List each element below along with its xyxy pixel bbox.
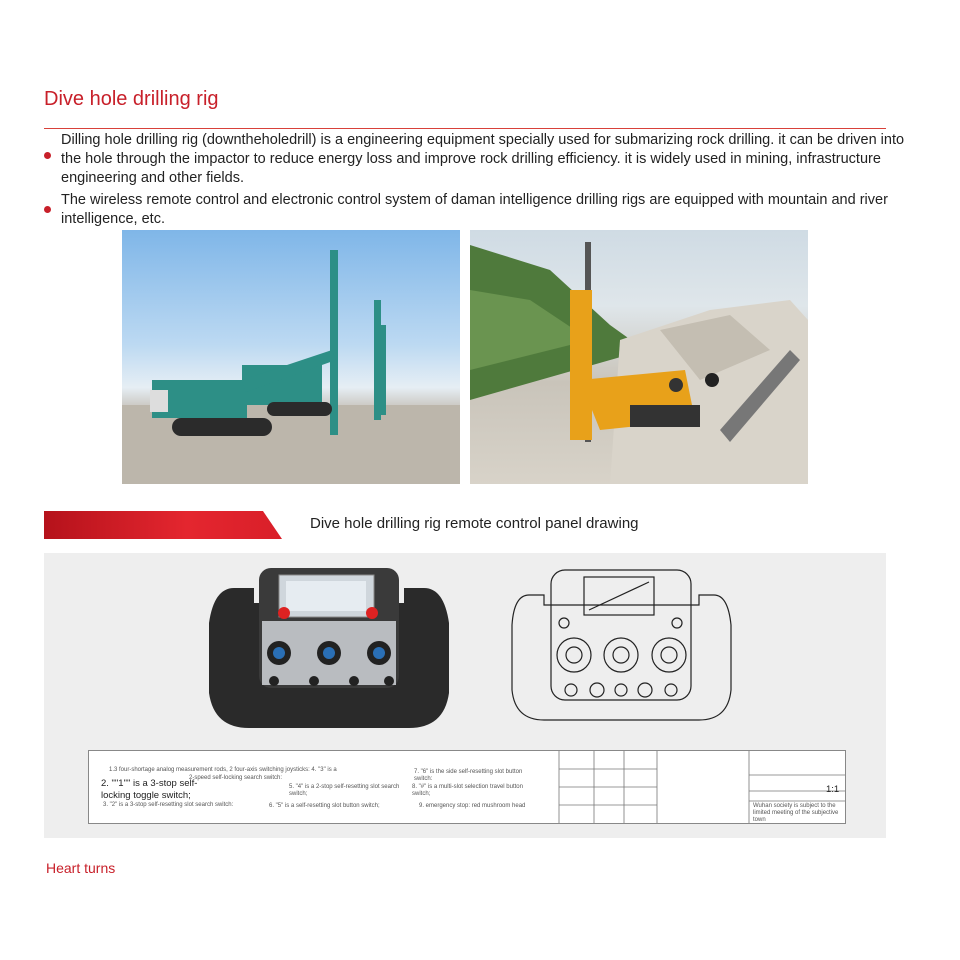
note-5: 5. "4" is a 2-stop self-resetting slot search switch;	[289, 784, 400, 797]
bullet-icon	[44, 206, 51, 213]
title-divider	[44, 128, 886, 129]
note-7: 7. "6" is the side self-resetting slot button switch:	[414, 769, 523, 782]
note-1b: 2-speed self-locking search switch:	[189, 775, 283, 781]
remark-text: Wuhan society is subject to the limited meeting of the subjective town	[753, 803, 839, 823]
section-title: Dive hole drilling rig	[44, 88, 219, 110]
drilling-rig-photo-yellow	[470, 230, 808, 484]
bullet-text-2: The wireless remote control and electronic control system of daman intelligence drilling rigs are equipped with mountain and river intelligence, etc.	[61, 192, 888, 227]
footer-text: Heart turns	[46, 860, 116, 876]
remote-controller-drawing	[509, 565, 734, 725]
note-3: 3. "2" is a 3-stop self-resetting slot search switch:	[103, 802, 234, 808]
drawing-notes-table	[88, 750, 846, 824]
note-9: 9. emergency stop: red mushroom head	[419, 803, 526, 809]
bullet-item-1	[44, 131, 924, 188]
scale-value: 1:1	[826, 784, 840, 795]
note-1: 1.3 four-shortage analog measurement rods, 2 four-axis switching joysticks: 4. "3" is a	[109, 767, 337, 773]
note-6: 6. "5" is a self-resetting slot button switch;	[269, 803, 380, 809]
panel-heading: Dive hole drilling rig remote control panel drawing	[310, 515, 639, 532]
note-2: 2. ""1"" is a 3-stop self-locking toggle switch;	[101, 778, 198, 801]
section-banner	[44, 511, 282, 539]
remote-controller-photo	[204, 563, 454, 738]
bullet-icon	[44, 152, 51, 159]
bullet-item-2	[44, 191, 924, 229]
bullet-text-1: Dilling hole drilling rig (downtheholedrill) is a engineering equipment specially used for submarizing rock drilling. it can be driven into the hole through the impactor to reduce energy loss and improve rock drilling efficiency. it is widely used in mining, infrastructure engineering and other fields.	[61, 132, 905, 186]
drilling-rig-photo-green	[122, 230, 460, 484]
note-8: 8. "#" is a multi-slot selection travel button switch;	[412, 784, 523, 797]
